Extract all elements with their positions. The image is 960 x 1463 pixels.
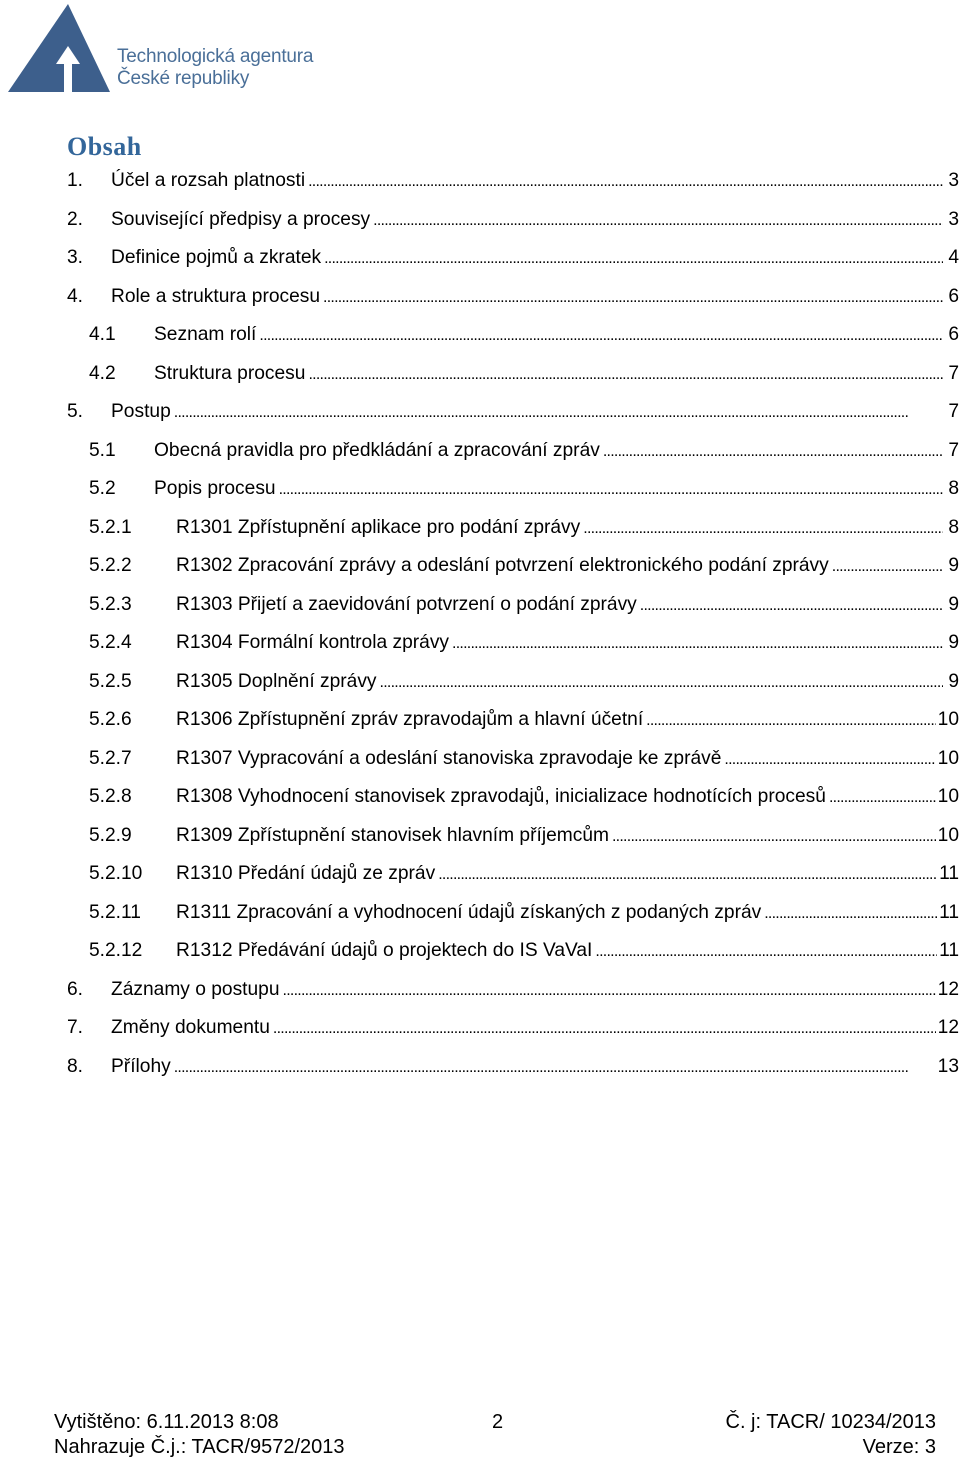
toc-heading: Obsah (67, 132, 142, 161)
toc-entry-title: Struktura procesu (154, 362, 306, 384)
toc-entry[interactable] (67, 971, 959, 1009)
toc-entry-page: 9 (948, 632, 959, 653)
toc-entry[interactable] (89, 470, 959, 508)
toc-entry[interactable] (89, 624, 959, 662)
toc-entry-number: 5.2 (89, 478, 116, 499)
toc-entry-title: R1302 Zpracování zprávy a odeslání potvrzení elektronického podání zprávy (176, 555, 829, 576)
toc-entry-number: 5.2.9 (89, 824, 132, 846)
toc-entry-title: R1308 Vyhodnocení stanovisek zpravodajů, inicializace hodnotících procesů (176, 786, 826, 807)
toc-entry[interactable] (89, 547, 959, 585)
toc-entry[interactable] (89, 509, 959, 547)
toc-entry-page: 9 (948, 593, 959, 615)
toc-entry-page: 7 (948, 439, 959, 461)
toc-entry-title: Postup (111, 401, 171, 422)
toc-entry-title: Seznam rolí (154, 324, 257, 345)
toc-entry[interactable] (67, 239, 959, 277)
toc-entry-page: 13 (937, 1055, 959, 1077)
toc-entry[interactable] (89, 932, 959, 970)
toc-leader-dots (640, 586, 943, 624)
page-number: 2 (492, 1411, 504, 1433)
toc-entry-page: 12 (937, 1017, 959, 1038)
page-footer (54, 1410, 936, 1460)
toc-entry[interactable] (89, 894, 959, 932)
toc-entry[interactable] (67, 1048, 959, 1086)
toc-entry-page: 7 (948, 401, 959, 422)
reference-number: Č. j: TACR/ 10234/2013 (725, 1411, 936, 1433)
toc-leader-dots (174, 1048, 936, 1086)
toc-entry-page: 12 (937, 978, 959, 1000)
toc-leader-dots (583, 509, 943, 547)
toc-entry-number: 5.2.3 (89, 593, 132, 615)
toc-entry-page: 3 (948, 170, 959, 191)
toc-entry-title: Přílohy (111, 1055, 171, 1077)
toc-entry-page: 8 (948, 516, 959, 538)
toc-entry-title: Změny dokumentu (111, 1017, 270, 1038)
toc-entry[interactable] (89, 740, 959, 778)
toc-entry-title: R1310 Předání údajů ze zpráv (176, 863, 436, 884)
toc-entry-page: 4 (948, 247, 959, 268)
toc-entry-title: R1304 Formální kontrola zprávy (176, 632, 450, 653)
toc-entry-page: 11 (939, 863, 959, 884)
toc-entry[interactable] (89, 355, 959, 393)
toc-entry-number: 4. (67, 285, 84, 307)
toc-entry[interactable] (89, 778, 959, 816)
toc-entry[interactable] (89, 855, 959, 893)
toc-leader-dots (308, 162, 943, 200)
toc-entry-title: Definice pojmů a zkratek (111, 247, 322, 268)
toc-entry-title: R1309 Zpřístupnění stanovisek hlavním příjemcům (176, 824, 609, 846)
toc-entry-number: 5.2.7 (89, 747, 132, 769)
toc-entry-page: 10 (937, 824, 959, 846)
toc-entry-number: 1. (67, 170, 84, 191)
toc-leader-dots (724, 740, 935, 778)
toc-entry[interactable] (67, 1009, 959, 1047)
toc-entry-title: Související předpisy a procesy (111, 208, 371, 230)
toc-entry-number: 5.2.10 (89, 863, 143, 884)
toc-entry-number: 4.1 (89, 324, 116, 345)
toc-entry-title: Záznamy o postupu (111, 978, 280, 1000)
toc-entry-title: R1301 Zpřístupnění aplikace pro podání zprávy (176, 516, 581, 538)
toc-entry-title: Popis procesu (154, 478, 276, 499)
toc-entry[interactable] (67, 393, 959, 431)
toc-entry-page: 10 (937, 709, 959, 730)
toc-entry-number: 5.2.12 (89, 940, 143, 961)
tacr-logo-icon (6, 4, 116, 96)
toc-entry-number: 7. (67, 1017, 84, 1038)
toc-leader-dots (308, 355, 943, 393)
toc-leader-dots (612, 817, 936, 855)
toc-entry[interactable] (67, 201, 959, 239)
toc-entry-title: R1307 Vypracování a odeslání stanoviska zpravodaje ke zprávě (176, 747, 722, 769)
toc-leader-dots (438, 855, 937, 893)
toc-leader-dots (323, 278, 943, 316)
toc-entry-page: 8 (948, 478, 959, 499)
toc-entry[interactable] (89, 701, 959, 739)
toc-entry-title: R1303 Přijetí a zaevidování potvrzení o podání zprávy (176, 593, 637, 615)
toc-entry-number: 3. (67, 247, 84, 268)
toc-entry-number: 5. (67, 401, 84, 422)
toc-entry-number: 2. (67, 208, 84, 230)
toc-entry-number: 5.2.11 (89, 901, 141, 923)
toc-entry-number: 5.2.1 (89, 516, 132, 538)
toc-entry-title: R1312 Předávání údajů o projektech do IS VaVaI (176, 940, 593, 961)
toc-entry-title: Role a struktura procesu (111, 285, 321, 307)
toc-entry-page: 6 (948, 324, 959, 345)
toc-leader-dots (273, 1009, 936, 1047)
toc-entry-number: 8. (67, 1055, 84, 1077)
tacr-logo (6, 4, 336, 96)
toc-entry-title: R1311 Zpracování a vyhodnocení údajů získaných z podaných zpráv (176, 901, 762, 923)
toc-leader-dots (832, 547, 943, 585)
printed-date: Vytištěno: 6.11.2013 8:08 (54, 1411, 279, 1433)
toc-leader-dots (764, 894, 937, 932)
toc-entry-number: 5.2.4 (89, 632, 132, 653)
replaces-reference: Nahrazuje Č.j.: TACR/9572/2013 (54, 1436, 345, 1458)
toc-entry-title: R1305 Doplnění zprávy (176, 670, 377, 692)
toc-entry-number: 4.2 (89, 362, 116, 384)
toc-entry[interactable] (89, 316, 959, 354)
toc-entry-title: R1306 Zpřístupnění zpráv zpravodajům a hlavní účetní (176, 709, 644, 730)
toc-leader-dots (373, 201, 943, 239)
toc-entry-number: 5.1 (89, 439, 116, 461)
toc-entry[interactable] (67, 162, 959, 200)
logo-line-1: Technologická agentura (117, 46, 314, 67)
toc-entry-page: 10 (937, 747, 959, 769)
toc-entry-number: 5.2.8 (89, 786, 132, 807)
logo-text (117, 46, 313, 90)
toc-leader-dots (380, 663, 943, 701)
toc-leader-dots (646, 701, 935, 739)
toc-entry[interactable] (89, 817, 959, 855)
toc-entry-page: 3 (948, 208, 959, 230)
toc-leader-dots (324, 239, 943, 277)
toc-entry[interactable] (89, 432, 959, 470)
toc-leader-dots (452, 624, 943, 662)
toc-entry-page: 10 (937, 786, 959, 807)
toc-entry-number: 5.2.6 (89, 709, 132, 730)
toc-leader-dots (259, 316, 943, 354)
toc-leader-dots (603, 432, 943, 470)
toc-entry-number: 6. (67, 978, 84, 1000)
toc-entry-title: Obecná pravidla pro předkládání a zpracování zpráv (154, 439, 600, 461)
toc-entry-page: 7 (948, 362, 959, 384)
toc-entry[interactable] (67, 278, 959, 316)
toc-leader-dots (829, 778, 936, 816)
toc-entry-page: 11 (939, 940, 959, 961)
logo-line-2: České republiky (117, 68, 250, 89)
toc-entry-page: 11 (939, 901, 959, 923)
toc-entry-title: Účel a rozsah platnosti (111, 170, 306, 191)
toc-leader-dots (283, 971, 936, 1009)
toc-entry-number: 5.2.2 (89, 555, 132, 576)
toc-entry[interactable] (89, 663, 959, 701)
toc-leader-dots (279, 470, 943, 508)
document-version: Verze: 3 (862, 1436, 936, 1458)
toc-entry[interactable] (89, 586, 959, 624)
toc-entry-page: 9 (948, 670, 959, 692)
toc-entry-page: 9 (948, 555, 959, 576)
toc-leader-dots (174, 393, 943, 431)
toc-entry-number: 5.2.5 (89, 670, 132, 692)
toc-leader-dots (595, 932, 937, 970)
toc-entry-page: 6 (948, 285, 959, 307)
